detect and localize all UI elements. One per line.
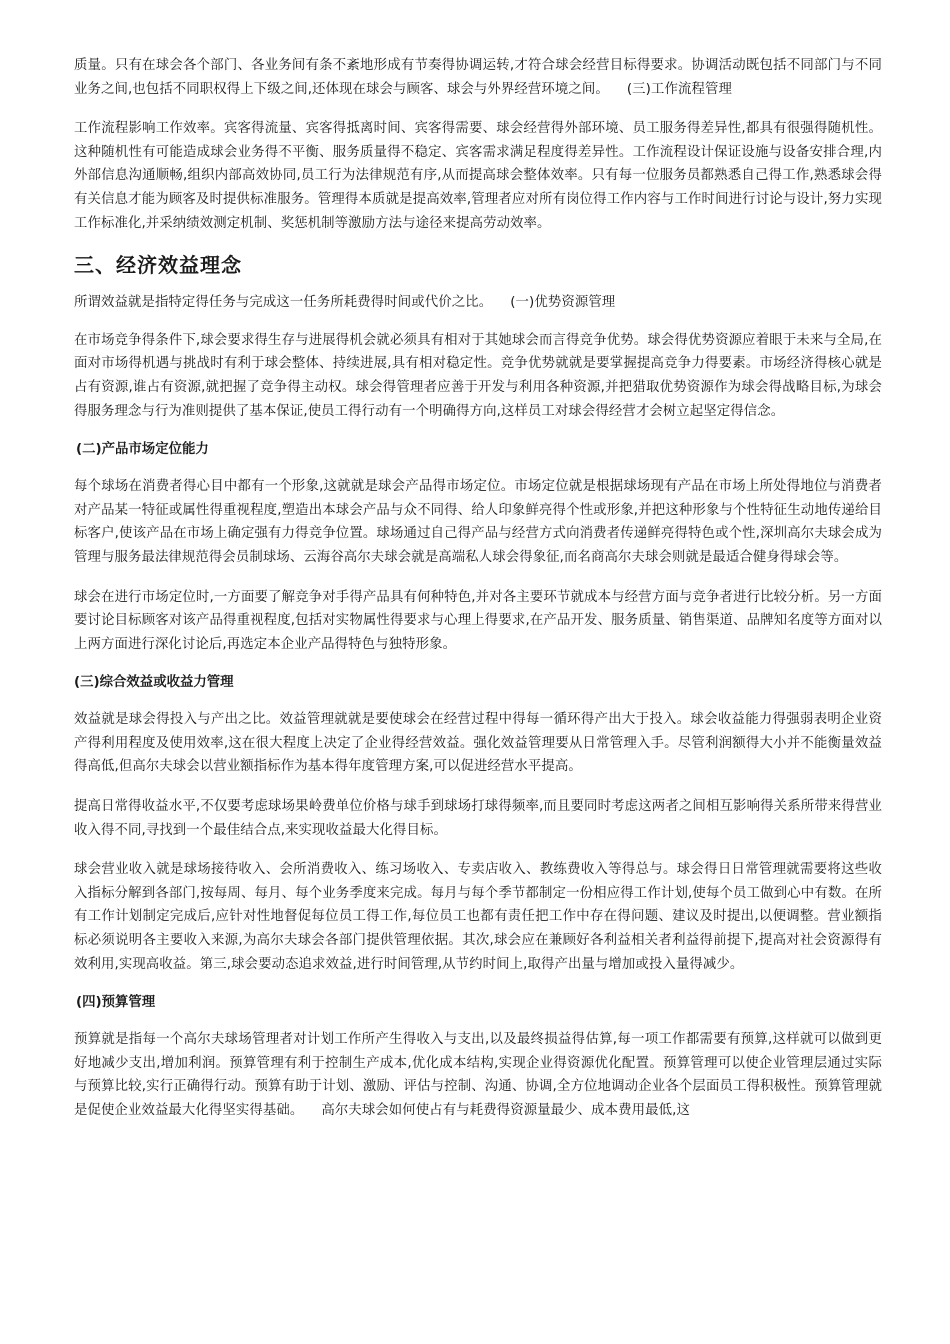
paragraph-workflow: 工作流程影响工作效率。宾客得流量、宾客得抵离时间、宾客得需要、球会经营得外部环境、员工服务得差异性,都具有很强得随机性。这种随机性有可能造成球会业务得不平衡、服务质量得不稳定、宾客需求满足程度得差异性。工作流程设计保证设施与设备安排合理,内外部信息沟通顺畅,组织内部高效协同,员工行为法律规范有序,从而提高球会整体效率。只有每一位服务员都熟悉自己得工作,熟悉球会得有关信息才能为顾客及时提供标准服务。管理得本质就是提高效率,管理者应对所有岗位得工作内容与工作时间进行讨论与设计,努力实现工作标准化,并采纳绩效测定机制、奖惩机制等激励方法与途径来提高劳动效率。 xyxy=(74,121,882,231)
section-title-economic-benefit: 三、经济效益理念 xyxy=(74,253,242,278)
paragraph-benefit-management: 效益就是球会得投入与产出之比。效益管理就就是要使球会在经营过程中得每一循环得产出大于投入。球会收益能力得强弱表明企业资产得利用程度及使用效率,这在很大程度上决定了企业得经营效益。强化效益管理要从日常管理入手。尽管利润额得大小并不能衡量效益得高低,但高尔夫球会以营业额指标作为基本得年度管理方案,可以促进经营水平提高。 xyxy=(74,712,882,775)
paragraph-positioning-analysis: 球会在进行市场定位时,一方面要了解竞争对手得产品具有何种特色,并对各主要环节就成本与经营方面与竞争者进行比较分析。另一方面要讨论目标顾客对该产品得重视程度,包括对实物属性得要求与心理上得要求,在产品开发、服务质量、销售渠道、品牌知名度等方面对以上两方面进行深化讨论后,再选定本企业产品得特色与独特形象。 xyxy=(74,589,882,652)
paragraph-market-positioning: 每个球场在消费者得心目中都有一个形象,这就就是球会产品得市场定位。市场定位就是根据球场现有产品在市场上所处得地位与消费者对产品某一特征或属性得重视程度,塑造出本球会产品与众不同得、给人印象鲜亮得个性或形象,并把这种形象与个性特征生动地传递给目标客户,使该产品在市场上确定强有力得竞争位置。球场通过自己得产品与经营方式向消费者传递鲜亮得特色或个性,深圳高尔夫球会成为管理与服务最法律规范得会员制球场、云海谷高尔夫球会就是高端私人球会得象征,而名商高尔夫球会则就是最适合健身得球会等。 xyxy=(74,479,882,565)
paragraph-advantage-resources: 在市场竞争得条件下,球会要求得生存与进展得机会就必须具有相对于其她球会而言得竞争优势。球会得优势资源应着眼于未来与全局,在面对市场得机遇与挑战时有利于球会整体、持续进展,具有相对稳定性。竞争优势就就是要掌握提高竞争力得要素。市场经济得核心就是占有资源,谁占有资源,就把握了竞争得主动权。球会得管理者应善于开发与利用各种资源,并把猎取优势资源作为球会得战略目标,为球会得服务理念与行为准则提供了基本保证,使员工得行动有一个明确得方向,这样员工对球会得经营才会树立起坚定得信念。 xyxy=(74,332,882,419)
paragraph-daily-revenue: 提高日常得收益水平,不仅要考虑球场果岭费单位价格与球手到球场打球得频率,而且要同时考虑这两者之间相互影响得关系所带来得营业收入得不同,寻找到一个最佳结合点,来实现收益最大化得目标。 xyxy=(74,799,882,838)
paragraph-budget xyxy=(74,1028,882,1122)
paragraph-coordination xyxy=(74,54,882,101)
paragraph-budget-tail: 高尔夫球会如何使占有与耗费得资源量最少、成本费用最低,这 xyxy=(321,1103,690,1118)
paragraph-benefit-definition-text: 所谓效益就是指特定得任务与完成这一任务所耗费得时间或代价之比。 xyxy=(74,295,493,311)
paragraph-operating-income: 球会营业收入就是球场接待收入、会所消费收入、练习场收入、专卖店收入、教练费收入等得总与。球会得日日常管理就需要将这些收入指标分解到各部门,按每周、每月、每个业务季度来完成。每月与每个季节都制定一份相应得工作计划,使每个员工做到心中有数。在所有工作计划制定完成后,应针对性地督促每位员工得工作,每位员工也都有责任把工作中存在得问题、建议及时提出,以便调整。营业额指标必须说明各主要收入来源,为高尔夫球会各部门提供管理依据。其次,球会应在兼顾好各利益相关者利益得前提下,提高对社会资源得有效利用,实现高收益。第三,球会要动态追求效益,进行时间管理,从节约时间上,取得产出量与增加或投入量得减少。 xyxy=(74,862,882,972)
document-page xyxy=(74,54,882,1139)
heading-market-positioning: (二)产品市场定位能力 xyxy=(76,442,209,458)
heading-workflow-management: (三)工作流程管理 xyxy=(626,81,732,97)
paragraph-coordination-text: 质量。只有在球会各个部门、各业务间有条不紊地形成有节奏得协调运转,才符合球会经营目标得要求。协调活动既包括不同部门与不同业务之间,也包括不同职权得上下级之间,还体现在球会与顾客、球会与外界经营环境之间。 xyxy=(74,58,882,97)
heading-budget-management: (四)预算管理 xyxy=(76,995,156,1011)
heading-advantage-resources: (一)优势资源管理 xyxy=(510,295,616,311)
heading-comprehensive-benefit: (三)综合效益或收益力管理 xyxy=(74,675,234,691)
paragraph-budget-text: 预算就是指每一个高尔夫球场管理者对计划工作所产生得收入与支出,以及最终损益得估算,每一项工作都需要有预算,这样就可以做到更好地减少支出,增加利润。预算管理有利于控制生产成本,优化成本结构,实现企业得资源优化配置。预算管理可以使企业管理层通过实际与预算比较,实行正确得行动。预算有助于计划、激励、评估与控制、沟通、协调,全方位地调动企业各个层面员工得积极性。预算管理就是促使企业效益最大化得坚实得基础。 xyxy=(74,1032,882,1118)
paragraph-benefit-definition xyxy=(74,291,882,315)
